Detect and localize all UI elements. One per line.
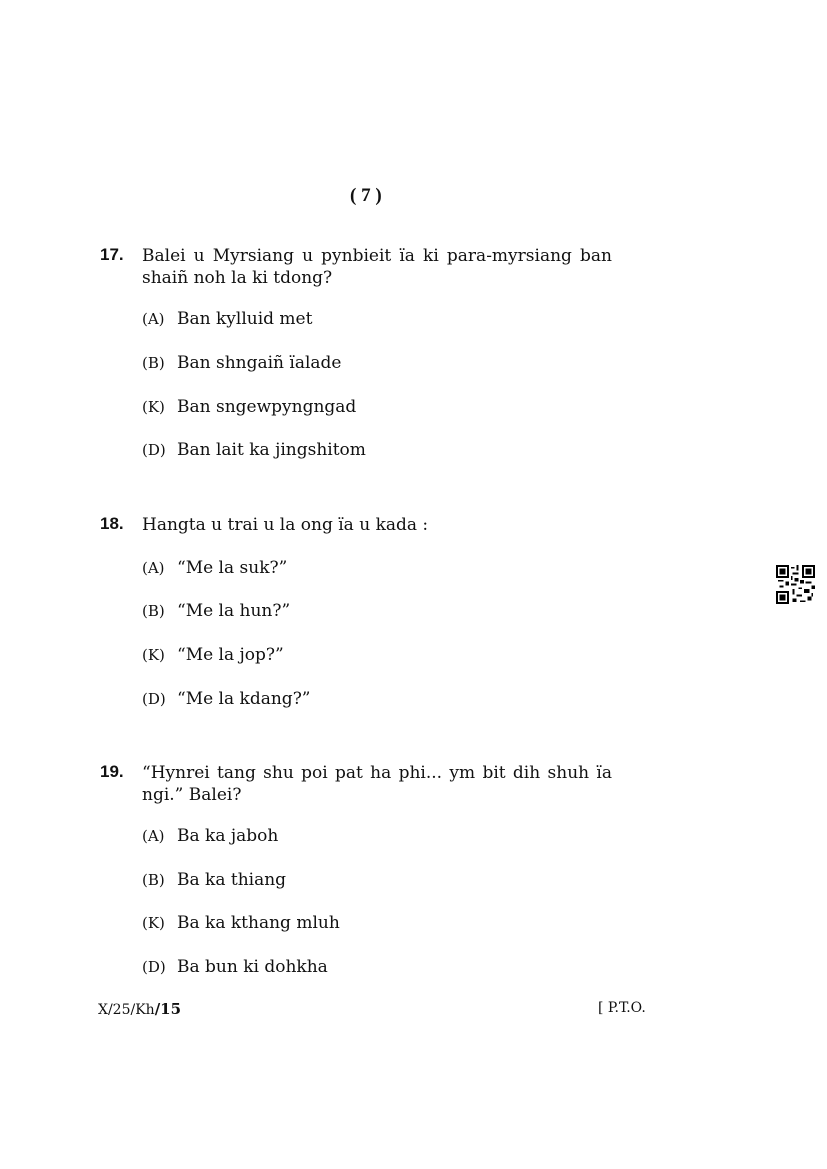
option-text: Ban shngaiñ ïalade <box>177 353 342 373</box>
option <box>142 601 290 621</box>
option-text: “Me la suk?” <box>177 558 288 578</box>
option-text: “Me la kdang?” <box>177 689 311 709</box>
option <box>142 645 284 665</box>
paper-code-suffix: /15 <box>154 1000 182 1018</box>
option-text: Ba ka kthang mluh <box>177 913 340 933</box>
question-number: 18. <box>100 514 124 533</box>
option-label: (A) <box>142 827 165 845</box>
option-label: (K) <box>142 914 165 932</box>
option <box>142 309 312 329</box>
option-label: (B) <box>142 354 165 372</box>
option <box>142 689 311 709</box>
option <box>142 870 286 890</box>
question-text: “Hynrei tang shu poi pat ha phi... ym bit dih shuh ïa ngi.” Balei? <box>142 763 612 805</box>
pto-marker: [ P.T.O. <box>598 1000 646 1016</box>
question-number: 17. <box>100 245 124 264</box>
option-label: (B) <box>142 871 165 889</box>
question-number: 19. <box>100 762 124 781</box>
option-text: “Me la jop?” <box>177 645 284 665</box>
option <box>142 826 278 846</box>
option-label: (D) <box>142 958 166 976</box>
option-text: Ba ka jaboh <box>177 826 279 846</box>
option <box>142 440 366 460</box>
option-label: (A) <box>142 310 165 328</box>
paper-code <box>98 1000 181 1018</box>
option <box>142 558 287 578</box>
option <box>142 913 340 933</box>
option-label: (D) <box>142 441 166 459</box>
option-label: (K) <box>142 398 165 416</box>
page-number: ( 7 ) <box>350 185 382 206</box>
option-text: Ban kylluid met <box>177 309 313 329</box>
option-label: (B) <box>142 602 165 620</box>
option-text: Ba ka thiang <box>177 870 287 890</box>
qr-code-icon <box>776 565 815 604</box>
option-text: Ba bun ki dohkha <box>177 957 328 977</box>
option-text: “Me la hun?” <box>177 601 291 621</box>
option-text: Ban lait ka jingshitom <box>177 440 366 460</box>
option <box>142 957 328 977</box>
option <box>142 353 342 373</box>
option-label: (D) <box>142 690 166 708</box>
option-label: (K) <box>142 646 165 664</box>
paper-code-prefix: X/25/Kh <box>98 1002 155 1018</box>
question-text: Hangta u trai u la ong ïa u kada : <box>142 515 429 535</box>
option-label: (A) <box>142 559 165 577</box>
option-text: Ban sngewpyngngad <box>177 397 357 417</box>
question-text: Balei u Myrsiang u pynbieit ïa ki para-myrsiang ban shaiñ noh la ki tdong? <box>142 246 612 288</box>
option <box>142 397 356 417</box>
